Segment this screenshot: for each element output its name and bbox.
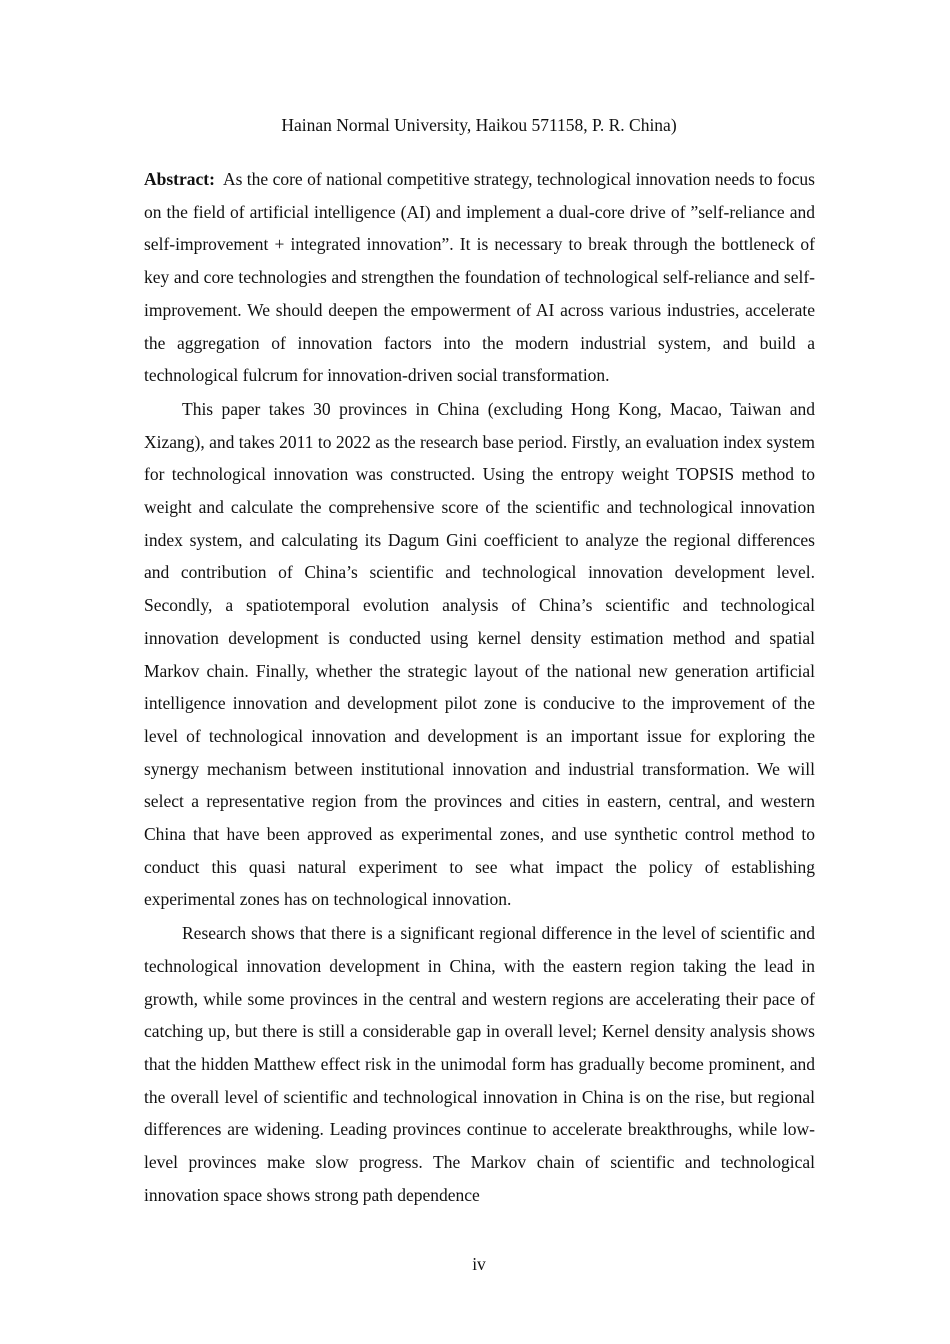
abstract-paragraph-3: Research shows that there is a significant regional difference in the level of scientific and technological innovation development in China, with the eastern region taking the lead in growth, while some provinces in the central and western regions are accelerating their pace of catching up, but there is still a considerable gap in overall level; Kernel density analysis shows that the hidden Matthew effect risk in the unimodal form has gradually become prominent, and the overall level of scientific and technological innovation in China is on the rise, but regional differences are widening. Leading provinces continue to accelerate breakthroughs, while low-level provinces make slow progress. The Markov chain of scientific and technological innovation space shows strong path dependence — [144, 923, 815, 1205]
abstract-label: Abstract: — [144, 169, 215, 189]
abstract-paragraph-1 — [144, 163, 815, 392]
abstract-paragraph-2: This paper takes 30 provinces in China (excluding Hong Kong, Macao, Taiwan and Xizang), and takes 2011 to 2022 as the research base period. Firstly, an evaluation index system for technological innovation was constructed. Using the entropy weight TOPSIS method to weight and calculate the comprehensive score of the scientific and technological innovation index system, and calculating its Dagum Gini coefficient to analyze the regional differences and contribution of China’s scientific and technological innovation development level. Secondly, a spatiotemporal evolution analysis of China’s scientific and technological innovation development is conducted using kernel density estimation method and spatial Markov chain. Finally, whether the strategic layout of the national new generation artificial intelligence innovation and development pilot zone is conducive to the improvement of the level of technological innovation and development is an important issue for exploring the synergy mechanism between institutional innovation and industrial transformation. We will select a representative region from the provinces and cities in eastern, central, and western China that have been approved as experimental zones, and use synthetic control method to conduct this quasi natural experiment to see what impact the policy of establishing experimental zones has on technological innovation. — [144, 398, 815, 910]
abstract-paragraph-1-text: As the core of national competitive strategy, technological innovation needs to focus on the field of artificial intelligence (AI) and implement a dual-core drive of ”self-reliance and self-improvement + integrated innovation”. It is necessary to break through the bottleneck of key and core technologies and strengthen the foundation of technological self-reliance and self-improvement. We should deepen the empowerment of AI across various industries, accelerate the aggregation of innovation factors into the modern industrial system, and build a technological fulcrum for innovation-driven social transformation. — [144, 169, 815, 386]
abstract-body — [144, 163, 815, 1212]
author-affiliation: Hainan Normal University, Haikou 571158, P. R. China) — [281, 115, 677, 135]
page-number: iv — [472, 1254, 486, 1274]
